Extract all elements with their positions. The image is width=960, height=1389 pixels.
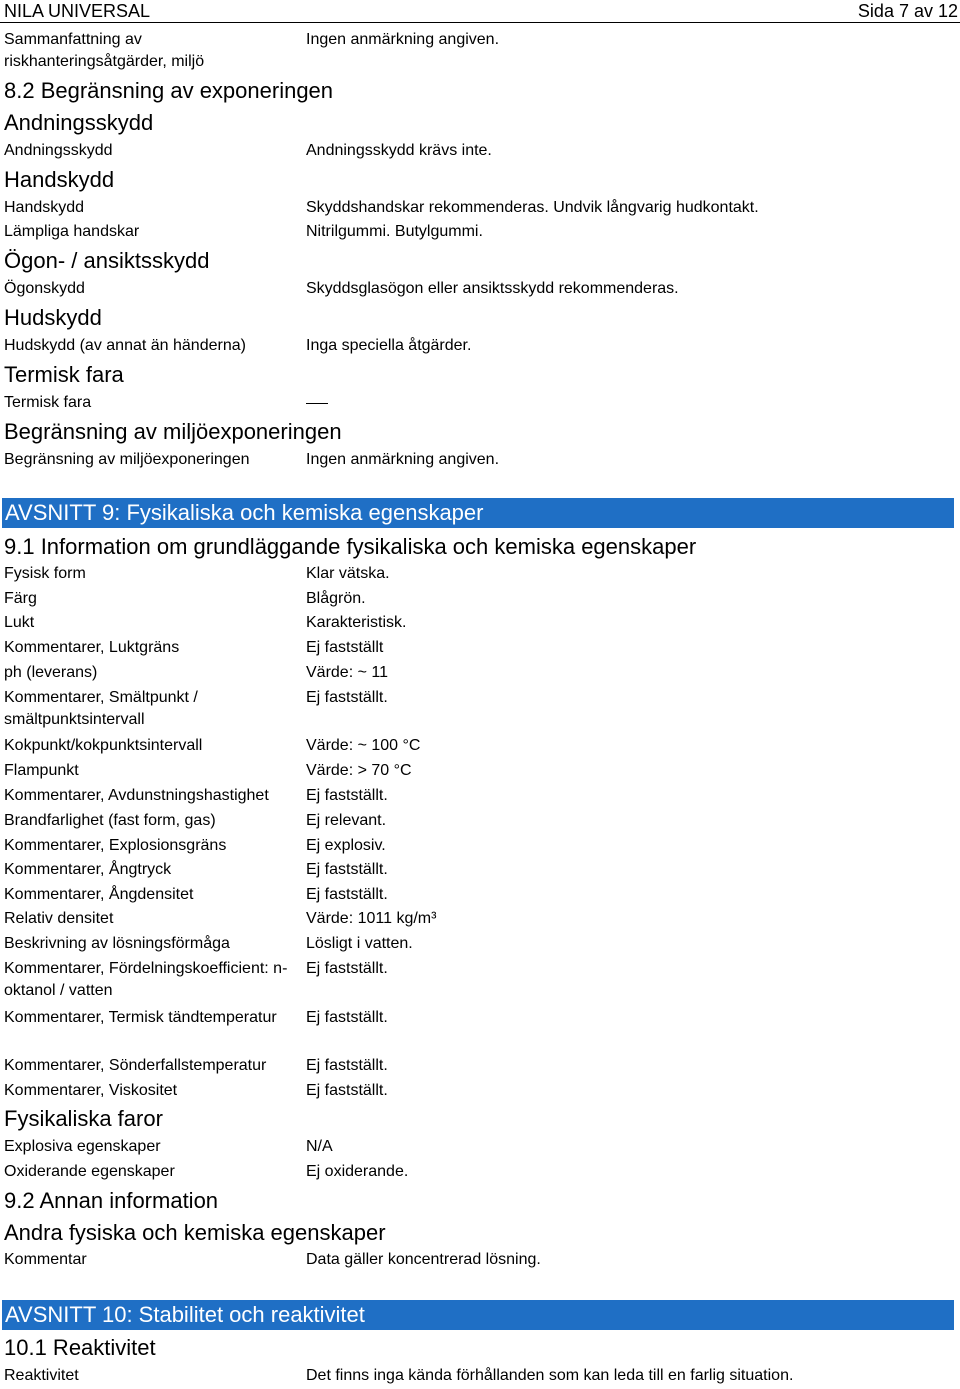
thermal-label: Termisk fara (4, 394, 92, 411)
summary-label-line2: riskhanteringsåtgärder, miljö (4, 53, 205, 70)
reactivity-label: Reaktivitet (4, 1367, 79, 1384)
eye-label: Ögonskydd (4, 280, 85, 297)
oxidizing-label: Oxiderande egenskaper (4, 1163, 175, 1180)
property-value: Värde: ~ 11 (306, 664, 388, 681)
property-label: Flampunkt (4, 762, 79, 779)
skin-label: Hudskydd (av annat än händerna) (4, 337, 246, 354)
subsection-title-8-2: 8.2 Begränsning av exponeringen (4, 78, 334, 103)
property-value: Ej fastställt. (306, 861, 388, 878)
property-label: Kommentarer, Smältpunkt / smältpunktsintervall (4, 689, 198, 728)
property-value: Värde: ~ 100 °C (306, 737, 421, 754)
property-label: Lukt (4, 614, 35, 631)
property-label: Brandfarlighet (fast form, gas) (4, 812, 216, 829)
respiratory-label: Andningsskydd (4, 142, 113, 159)
property-label: Kokpunkt/kokpunktsintervall (4, 737, 203, 754)
property-label: Kommentarer, Fördelningskoefficient: n-oktanol / vatten (4, 960, 288, 999)
company-name: NILA UNIVERSAL (4, 1, 151, 21)
property-value: Lösligt i vatten. (306, 935, 413, 952)
page-number: Sida 7 av 12 (857, 1, 958, 21)
property-label: Kommentarer, Viskositet (4, 1082, 178, 1099)
summary-label-line1: Sammanfattning av (4, 31, 142, 48)
respiratory-value: Andningsskydd krävs inte. (306, 142, 492, 159)
hand-heading: Handskydd (4, 167, 115, 192)
property-label: Kommentarer, Termisk tändtemperatur (4, 1009, 277, 1026)
comment-label: Kommentar (4, 1251, 87, 1268)
thermal-heading: Termisk fara (4, 362, 124, 387)
reactivity-value: Det finns inga kända förhållanden som kan leda till en farlig situation. (306, 1367, 794, 1384)
oxidizing-value: Ej oxiderande. (306, 1163, 409, 1180)
comment-value: Data gäller koncentrerad lösning. (306, 1251, 541, 1268)
gloves-label: Lämpliga handskar (4, 223, 140, 240)
thermal-value-dash (306, 403, 328, 404)
eye-value: Skyddsglasögon eller ansiktsskydd rekommenderas. (306, 280, 679, 297)
other-properties-heading: Andra fysiska och kemiska egenskaper (4, 1220, 386, 1245)
section-9-bar: AVSNITT 9: Fysikaliska och kemiska egenskaper (2, 498, 954, 528)
property-value: Ej fastställt. (306, 1057, 388, 1074)
env-heading: Begränsning av miljöexponeringen (4, 419, 342, 444)
explosive-value: N/A (306, 1138, 333, 1155)
eye-heading: Ögon- / ansiktsskydd (4, 248, 210, 273)
property-value: Värde: 1011 kg/m³ (306, 910, 437, 927)
page-header (0, 0, 960, 23)
section-10-bar: AVSNITT 10: Stabilitet och reaktivitet (2, 1300, 954, 1330)
property-value: Ej fastställt. (306, 1082, 388, 1099)
respiratory-heading: Andningsskydd (4, 110, 154, 135)
property-value: Ej fastställt. (306, 787, 388, 804)
hand-label: Handskydd (4, 199, 85, 216)
skin-heading: Hudskydd (4, 305, 102, 330)
property-value: Ej fastställt. (306, 1009, 388, 1026)
env-value: Ingen anmärkning angiven. (306, 451, 500, 468)
property-label: Kommentarer, Sönderfallstemperatur (4, 1057, 267, 1074)
subsection-title-9-1: 9.1 Information om grundläggande fysikaliska och kemiska egenskaper (4, 534, 697, 559)
property-value: Ej relevant. (306, 812, 387, 829)
property-label: Kommentarer, Luktgräns (4, 639, 180, 656)
property-label: Färg (4, 590, 37, 607)
property-label: Relativ densitet (4, 910, 114, 927)
property-label: Fysisk form (4, 565, 86, 582)
property-label: Beskrivning av lösningsförmåga (4, 935, 230, 952)
summary-value: Ingen anmärkning angiven. (306, 31, 500, 48)
property-value: Ej explosiv. (306, 837, 386, 854)
property-value: Karakteristisk. (306, 614, 407, 631)
property-value: Klar vätska. (306, 565, 390, 582)
property-label: Kommentarer, Explosionsgräns (4, 837, 227, 854)
property-label: Kommentarer, Ångdensitet (4, 886, 194, 903)
property-value: Ej fastställt. (306, 960, 388, 977)
subsection-title-9-2: 9.2 Annan information (4, 1188, 219, 1213)
gloves-value: Nitrilgummi. Butylgummi. (306, 223, 483, 240)
explosive-label: Explosiva egenskaper (4, 1138, 161, 1155)
property-value: Värde: > 70 °C (306, 762, 412, 779)
hand-value: Skyddshandskar rekommenderas. Undvik långvarig hudkontakt. (306, 199, 759, 216)
property-value: Ej fastställt (306, 639, 384, 656)
property-value: Blågrön. (306, 590, 366, 607)
property-label: ph (leverans) (4, 664, 98, 681)
property-value: Ej fastställt. (306, 886, 388, 903)
env-label: Begränsning av miljöexponeringen (4, 451, 250, 468)
property-value: Ej fastställt. (306, 689, 388, 706)
physical-hazards-heading: Fysikaliska faror (4, 1106, 163, 1131)
property-label: Kommentarer, Ångtryck (4, 861, 172, 878)
property-label: Kommentarer, Avdunstningshastighet (4, 787, 269, 804)
skin-value: Inga speciella åtgärder. (306, 337, 472, 354)
subsection-title-10-1: 10.1 Reaktivitet (4, 1335, 156, 1360)
